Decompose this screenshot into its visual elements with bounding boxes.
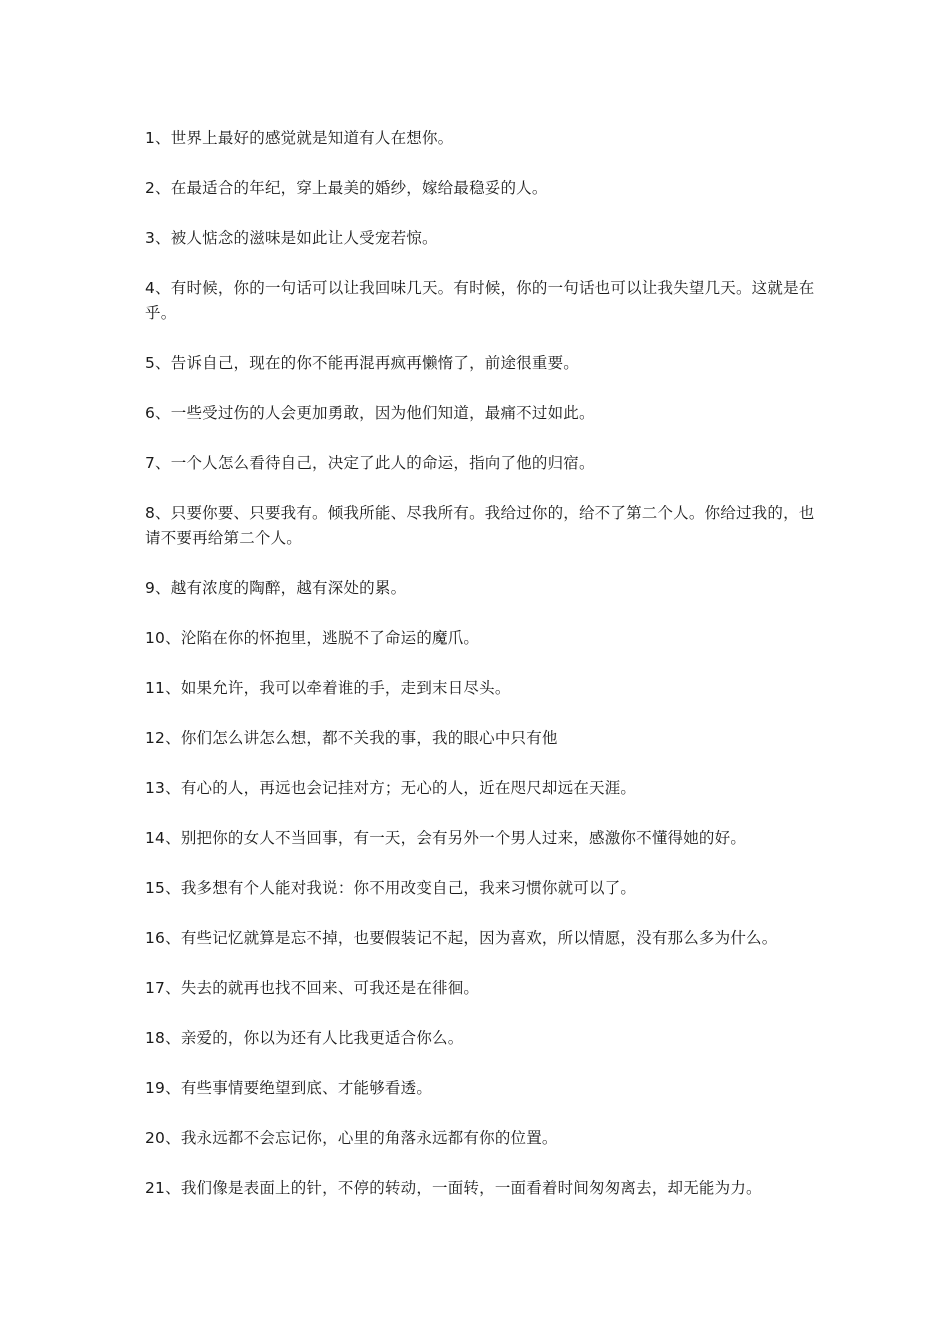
quote-paragraph-19: 19、有些事情要绝望到底、才能够看透。 [145, 1079, 433, 1097]
quote-paragraph-13: 13、有心的人，再远也会记挂对方；无心的人，近在咫尺却远在天涯。 [145, 779, 637, 797]
quote-paragraph-14: 14、别把你的女人不当回事，有一天，会有另外一个男人过来，感激你不懂得她的好。 [145, 829, 747, 847]
quote-list [145, 126, 825, 1226]
quote-paragraph-12: 12、你们怎么讲怎么想，都不关我的事，我的眼心中只有他 [145, 729, 558, 747]
quote-paragraph-8: 8、只要你要、只要我有。倾我所能、尽我所有。我给过你的，给不了第二个人。你给过我的，也请不要再给第二个人。 [145, 504, 815, 547]
quote-paragraph-5: 5、告诉自己，现在的你不能再混再疯再懒惰了，前途很重要。 [145, 354, 579, 372]
quote-paragraph-2: 2、在最适合的年纪，穿上最美的婚纱，嫁给最稳妥的人。 [145, 179, 548, 197]
quote-paragraph-16: 16、有些记忆就算是忘不掉，也要假装记不起，因为喜欢，所以情愿，没有那么多为什么。 [145, 929, 778, 947]
quote-paragraph-21: 21、我们像是表面上的针，不停的转动，一面转，一面看着时间匆匆离去，却无能为力。 [145, 1179, 762, 1197]
quote-paragraph-1: 1、世界上最好的感觉就是知道有人在想你。 [145, 129, 454, 147]
quote-paragraph-15: 15、我多想有个人能对我说：你不用改变自己，我来习惯你就可以了。 [145, 879, 637, 897]
quote-paragraph-11: 11、如果允许，我可以牵着谁的手，走到末日尽头。 [145, 679, 511, 697]
quote-paragraph-10: 10、沦陷在你的怀抱里，逃脱不了命运的魔爪。 [145, 629, 480, 647]
quote-paragraph-17: 17、失去的就再也找不回来、可我还是在徘徊。 [145, 979, 480, 997]
quote-paragraph-3: 3、被人惦念的滋味是如此让人受宠若惊。 [145, 229, 438, 247]
quote-paragraph-9: 9、越有浓度的陶醉，越有深处的累。 [145, 579, 407, 597]
quote-paragraph-4: 4、有时候，你的一句话可以让我回味几天。有时候，你的一句话也可以让我失望几天。这就是在乎。 [145, 279, 815, 322]
quote-paragraph-18: 18、亲爱的，你以为还有人比我更适合你么。 [145, 1029, 464, 1047]
quote-paragraph-20: 20、我永远都不会忘记你，心里的角落永远都有你的位置。 [145, 1129, 558, 1147]
quote-paragraph-6: 6、一些受过伤的人会更加勇敢，因为他们知道，最痛不过如此。 [145, 404, 595, 422]
quote-paragraph-7: 7、一个人怎么看待自己，决定了此人的命运，指向了他的归宿。 [145, 454, 595, 472]
